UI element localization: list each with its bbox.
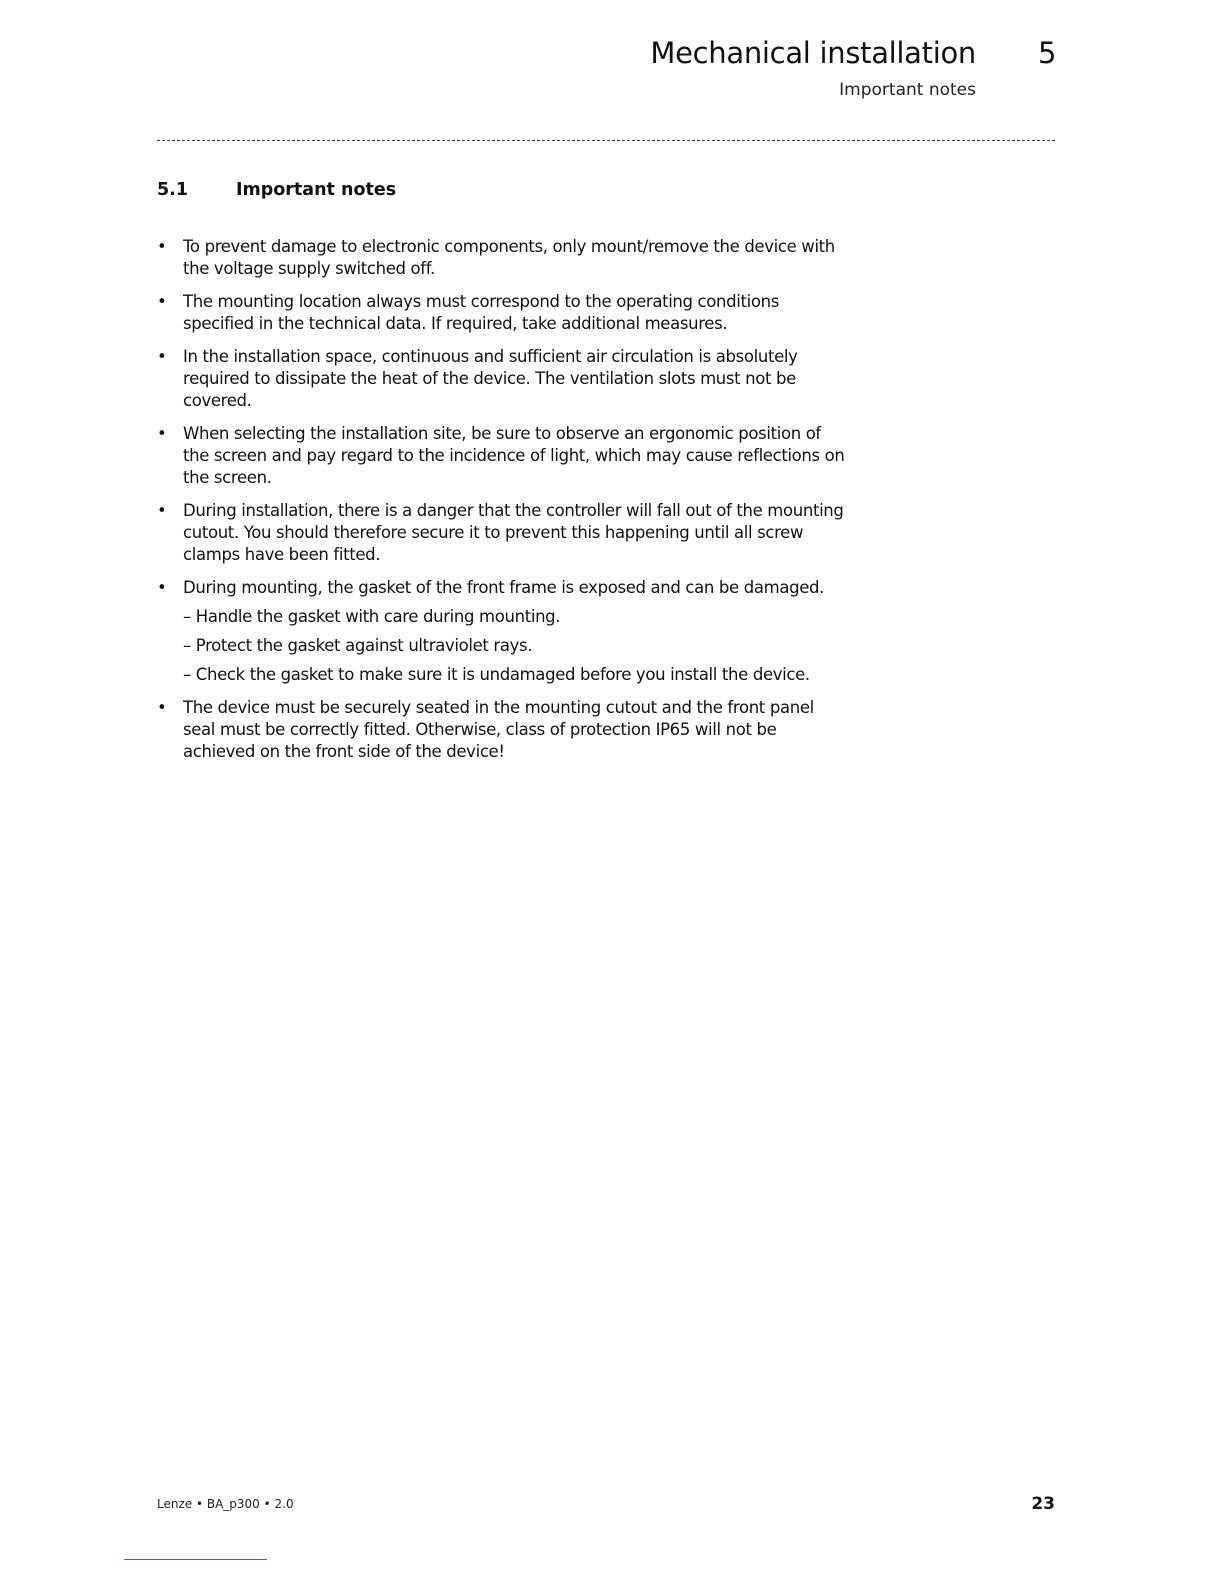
note-text: During installation, there is a danger that the controller will fall out of the mounting cutout. You should therefore secure it to prevent this happening until all screw clamps have been fitted.: [183, 501, 844, 564]
footer-doc-ref: Lenze • BA_p300 • 2.0: [157, 1497, 294, 1511]
page-number: 23: [1031, 1494, 1055, 1514]
section-number: 5.1: [157, 180, 189, 200]
notes-list: [157, 236, 847, 774]
note-text: The mounting location always must correspond to the operating conditions specified in the technical data. If required, take additional measures.: [183, 292, 779, 333]
list-item: [157, 346, 847, 412]
chapter-subtitle: Important notes: [839, 80, 976, 100]
note-text: In the installation space, continuous and sufficient air circulation is absolutely required to dissipate the heat of the device. The ventilation slots must not be covered.: [183, 347, 798, 410]
gasket-subitems: [183, 606, 847, 686]
list-item: [157, 577, 847, 686]
chapter-title: Mechanical installation: [650, 36, 976, 70]
sub-list-item: – Handle the gasket with care during mounting.: [183, 607, 561, 626]
bullet-icon: •: [157, 292, 167, 311]
sub-list-item: – Check the gasket to make sure it is undamaged before you install the device.: [183, 665, 810, 684]
bullet-icon: •: [157, 424, 167, 443]
list-item: [157, 236, 847, 280]
note-text: During mounting, the gasket of the front frame is exposed and can be damaged.: [183, 578, 825, 597]
bullet-icon: •: [157, 578, 167, 597]
sub-list-item: – Protect the gasket against ultraviolet rays.: [183, 636, 533, 655]
link-underline: [124, 1559, 267, 1560]
bullet-icon: •: [157, 347, 167, 366]
section-title: Important notes: [236, 180, 397, 200]
list-item: [157, 423, 847, 489]
bullet-icon: •: [157, 237, 167, 256]
note-text: The device must be securely seated in the mounting cutout and the front panel seal must be correctly fitted. Otherwise, class of protection IP65 will not be achieved on the front side of the device!: [183, 698, 814, 761]
bullet-icon: •: [157, 698, 167, 717]
bullet-icon: •: [157, 501, 167, 520]
list-item: [157, 500, 847, 566]
note-text: When selecting the installation site, be sure to observe an ergonomic position of the screen and pay regard to the incidence of light, which may cause reflections on the screen.: [183, 424, 845, 487]
list-item: [157, 697, 847, 763]
note-text: To prevent damage to electronic components, only mount/remove the device with the voltage supply switched off.: [183, 237, 835, 278]
list-item: [157, 291, 847, 335]
chapter-number: 5: [1038, 36, 1057, 70]
header-divider: [157, 140, 1055, 141]
